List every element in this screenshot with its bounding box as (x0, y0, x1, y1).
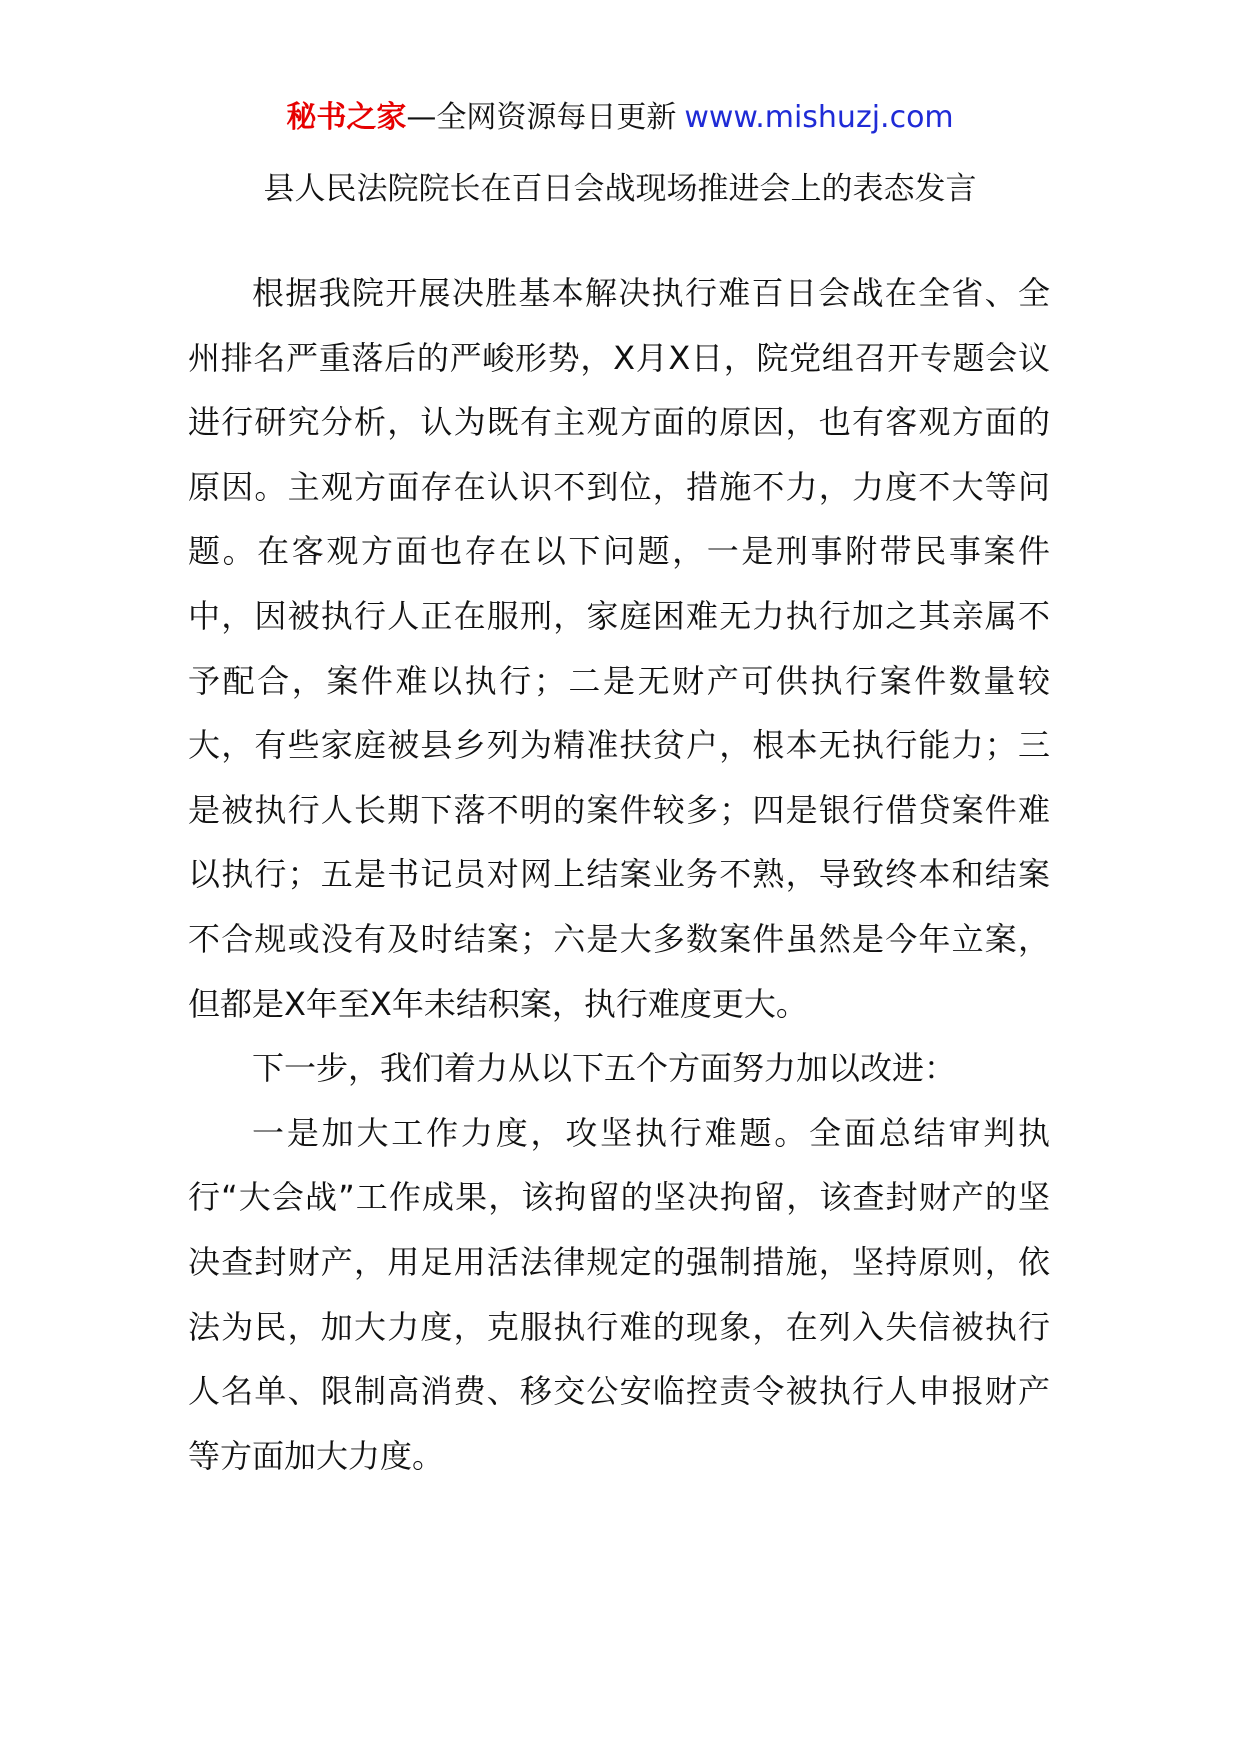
document-title: 县人民法院院长在百日会战现场推进会上的表态发言 (263, 171, 977, 207)
header-tagline: —全网资源每日更新 (406, 100, 677, 135)
paragraph-background: 根据我院开展决胜基本解决执行难百日会战在全省、全州排名严重落后的严峻形势，X月X日，院党组召开专题会议进行研究分析，认为既有主观方面的原因，也有客观方面的原因。主观方面存在认识不到位，措施不力，力度不大等问题。在客观方面也存在以下问题，一是刑事附带民事案件中，因被执行人正在服刑，家庭困难无力执行加之其亲属不予配合，案件难以执行；二是无财产可供执行案件数量较大，有些家庭被县乡列为精准扶贫户，根本无执行能力；三是被执行人长期下落不明的案件较多；四是银行借贷案件难以执行；五是书记员对网上结案业务不熟，导致终本和结案不合规或没有及时结案；六是大多数案件虽然是今年立案，但都是X年至X年未结积案，执行难度更大。 (188, 274, 1050, 1023)
paragraph-next-steps: 下一步，我们着力从以下五个方面努力加以改进： (252, 1049, 957, 1088)
site-url-link[interactable]: www.mishuzj.com (684, 100, 954, 135)
brand-name: 秘书之家 (286, 100, 407, 135)
site-header (0, 98, 1240, 138)
document-body (188, 261, 1050, 1488)
paragraph-measure-one: 一是加大工作力度，攻坚执行难题。全面总结审判执行“大会战”工作成果，该拘留的坚决拘留，该查封财产的坚决查封财产，用足用活法律规定的强制措施，坚持原则，依法为民，加大力度，克服执行难的现象，在列入失信被执行人名单、限制高消费、移交公安临控责令被执行人申报财产等方面加大力度。 (188, 1113, 1050, 1475)
